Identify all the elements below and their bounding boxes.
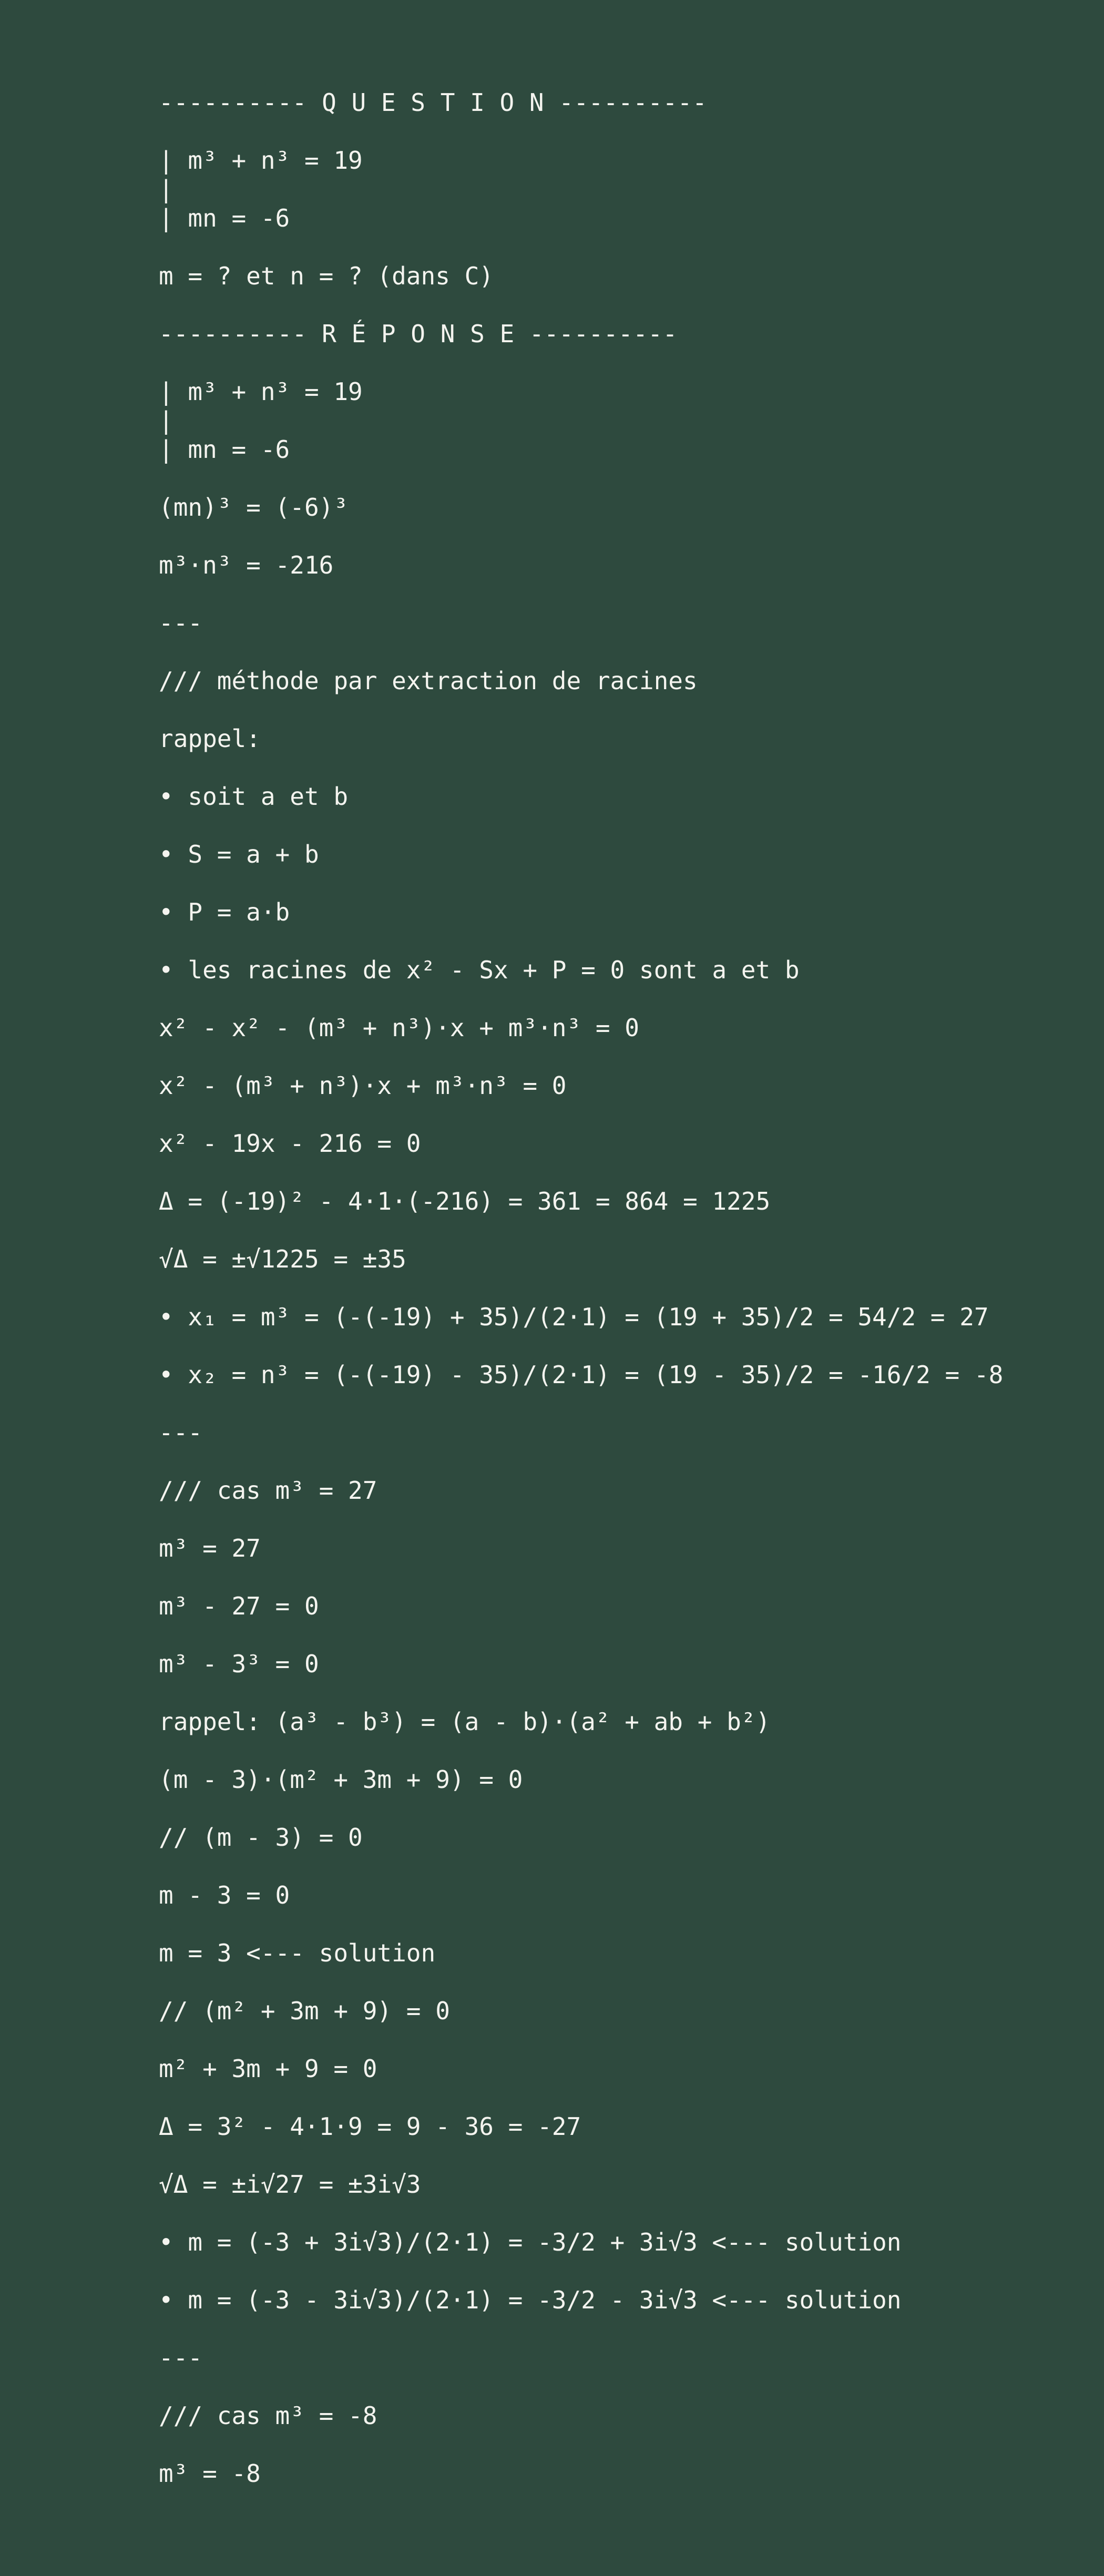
question-equation-line: | m³ + n³ = 19 — [159, 146, 363, 175]
answer-step-line: • m = (-3 - 3i√3)/(2·1) = -3/2 - 3i√3 <--- solution — [159, 2286, 902, 2314]
answer-step-line: • x₂ = n³ = (-(-19) - 35)/(2·1) = (19 - 35)/2 = -16/2 = -8 — [159, 1361, 1004, 1389]
answer-step-line: /// cas m³ = 27 — [159, 1476, 377, 1505]
answer-step-line: m³ = 27 — [159, 1534, 261, 1562]
answer-step-line: m = 3 <--- solution — [159, 1939, 436, 1967]
answer-step-line: --- — [159, 609, 203, 637]
answer-step-line: /// méthode par extraction de racines — [159, 667, 698, 695]
question-equation-line: | mn = -6 — [159, 204, 290, 232]
answer-equation-line: | mn = -6 — [159, 435, 290, 464]
question-equation-line: | — [159, 175, 173, 203]
answer-step-line: m³ - 3³ = 0 — [159, 1650, 319, 1678]
answer-equation-line: | — [159, 406, 173, 435]
answer-step-line: Δ = (-19)² - 4·1·(-216) = 361 = 864 = 1225 — [159, 1187, 771, 1215]
answer-step-line: √Δ = ±√1225 = ±35 — [159, 1245, 406, 1273]
answer-step-line: m³·n³ = -216 — [159, 551, 334, 579]
answer-step-line: • S = a + b — [159, 840, 319, 868]
answer-step-line: • P = a·b — [159, 898, 290, 926]
answer-step-line: m² + 3m + 9 = 0 — [159, 2054, 377, 2083]
answer-step-line: (m - 3)·(m² + 3m + 9) = 0 — [159, 1765, 523, 1794]
question-heading: ---------- Q U E S T I O N ---------- — [159, 88, 708, 117]
answer-step-line: • m = (-3 + 3i√3)/(2·1) = -3/2 + 3i√3 <--- solution — [159, 2228, 902, 2256]
answer-step-line: √Δ = ±i√27 = ±3i√3 — [159, 2170, 421, 2199]
answer-step-line: // (m - 3) = 0 — [159, 1823, 363, 1852]
answer-steps — [159, 492, 1084, 2516]
math-board — [159, 87, 1084, 2516]
question-prompt: m = ? et n = ? (dans C) — [159, 262, 494, 290]
answer-step-line: rappel: (a³ - b³) = (a - b)·(a² + ab + b²) — [159, 1708, 771, 1736]
answer-step-line: m³ - 27 = 0 — [159, 1592, 319, 1620]
answer-step-line: m - 3 = 0 — [159, 1881, 290, 1909]
answer-step-line: --- — [159, 1418, 203, 1447]
answer-step-line: x² - x² - (m³ + n³)·x + m³·n³ = 0 — [159, 1014, 639, 1042]
answer-step-line: x² - (m³ + n³)·x + m³·n³ = 0 — [159, 1071, 567, 1100]
answer-step-line: m³ = -8 — [159, 2459, 261, 2488]
answer-step-line: Δ = 3² - 4·1·9 = 9 - 36 = -27 — [159, 2112, 581, 2141]
answer-step-line: --- — [159, 2344, 203, 2372]
answer-step-line: // (m² + 3m + 9) = 0 — [159, 1997, 450, 2025]
answer-heading: ---------- R É P O N S E ---------- — [159, 320, 678, 348]
answer-step-line: • les racines de x² - Sx + P = 0 sont a et b — [159, 956, 800, 984]
answer-step-line: rappel: — [159, 724, 261, 753]
answer-step-line: (mn)³ = (-6)³ — [159, 493, 349, 522]
answer-step-line: • soit a et b — [159, 782, 349, 811]
answer-step-line: x² - 19x - 216 = 0 — [159, 1129, 421, 1158]
answer-step-line: /// cas m³ = -8 — [159, 2401, 377, 2430]
answer-step-line: • x₁ = m³ = (-(-19) + 35)/(2·1) = (19 + 35)/2 = 54/2 = 27 — [159, 1303, 989, 1331]
answer-equation-line: | m³ + n³ = 19 — [159, 377, 363, 406]
